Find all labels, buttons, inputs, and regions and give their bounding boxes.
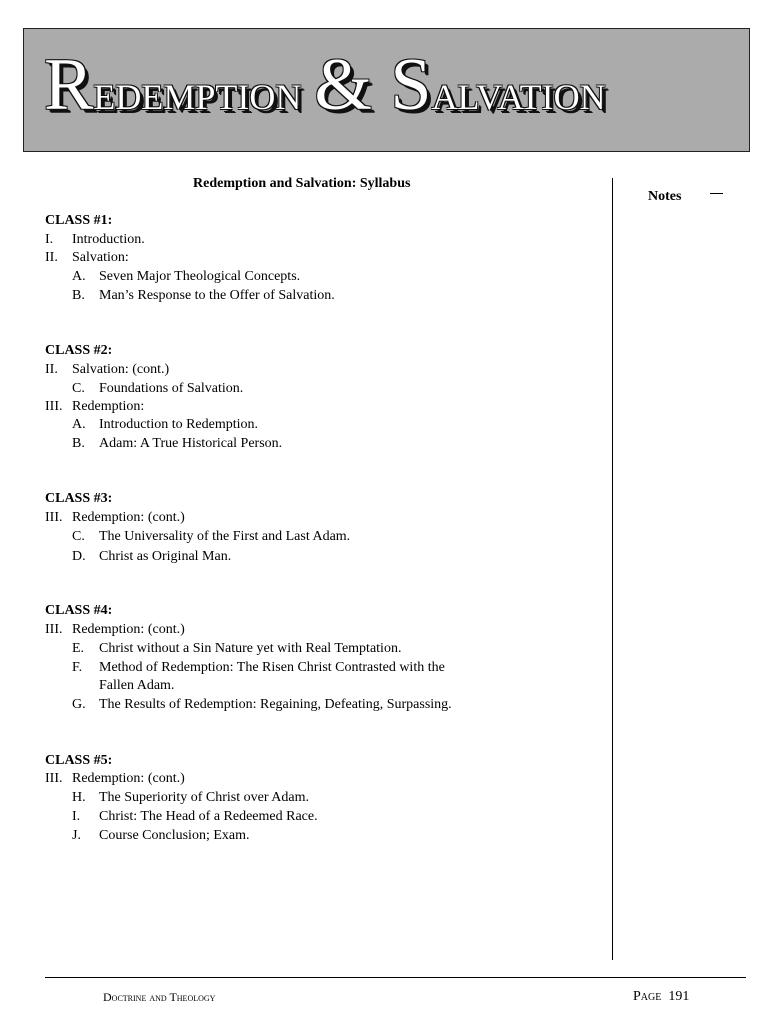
outline-item: III. Redemption: (cont.) xyxy=(45,771,185,786)
outline-subitem: G. The Results of Redemption: Regaining, Defeating, Surpassing. xyxy=(72,697,452,712)
outline-subitem: A. Introduction to Redemption. xyxy=(72,417,259,432)
outline-subitem: B. Man’s Response to the Offer of Salvation. xyxy=(72,288,335,303)
banner-title-initial-2: S xyxy=(371,44,432,126)
footer-course-name: Doctrine and Theology xyxy=(103,990,216,1004)
title-banner xyxy=(23,28,750,152)
banner-title-word-2: alvation xyxy=(431,64,606,121)
notes-label: Notes xyxy=(648,189,682,204)
outline-subitem: B. Adam: A True Historical Person. xyxy=(72,436,283,451)
outline-subitem: I. Christ: The Head of a Redeemed Race. xyxy=(72,809,318,824)
class-4-heading: CLASS #4: xyxy=(45,603,113,618)
outline-subitem: J. Course Conclusion; Exam. xyxy=(72,828,250,843)
banner-title-word-1: edemption xyxy=(93,64,315,121)
outline-subitem: D. Christ as Original Man. xyxy=(72,549,232,564)
footer-rule xyxy=(45,977,746,978)
class-3-heading: CLASS #3: xyxy=(45,491,113,506)
class-5-heading: CLASS #5: xyxy=(45,753,113,768)
notes-dash xyxy=(710,193,723,194)
notes-divider xyxy=(612,178,613,960)
outline-subitem-continued: Fallen Adam. xyxy=(99,678,175,693)
outline-item: II. Salvation: (cont.) xyxy=(45,362,170,377)
outline-item: I. Introduction. xyxy=(45,232,145,247)
page-number: 191 xyxy=(668,989,690,1004)
outline-subitem: A. Seven Major Theological Concepts. xyxy=(72,269,301,284)
outline-item: III. Redemption: (cont.) xyxy=(45,622,185,637)
banner-title-initial-1: R xyxy=(44,44,94,126)
outline-subitem: C. Foundations of Salvation. xyxy=(72,381,244,396)
banner-title xyxy=(44,43,734,128)
class-1-heading: CLASS #1: xyxy=(45,213,113,228)
outline-item: III. Redemption: xyxy=(45,399,145,414)
footer-page-number xyxy=(633,989,689,1005)
page-label: Page xyxy=(633,989,662,1004)
outline-subitem: C. The Universality of the First and Last Adam. xyxy=(72,529,351,544)
outline-item: III. Redemption: (cont.) xyxy=(45,510,185,525)
outline-subitem: F. Method of Redemption: The Risen Christ Contrasted with the xyxy=(72,660,445,675)
banner-title-ampersand: & xyxy=(314,44,372,126)
outline-subitem: E. Christ without a Sin Nature yet with Real Temptation. xyxy=(72,641,402,656)
syllabus-title: Redemption and Salvation: Syllabus xyxy=(193,176,411,191)
outline-item: II. Salvation: xyxy=(45,250,129,265)
outline-subitem: H. The Superiority of Christ over Adam. xyxy=(72,790,309,805)
class-2-heading: CLASS #2: xyxy=(45,343,113,358)
